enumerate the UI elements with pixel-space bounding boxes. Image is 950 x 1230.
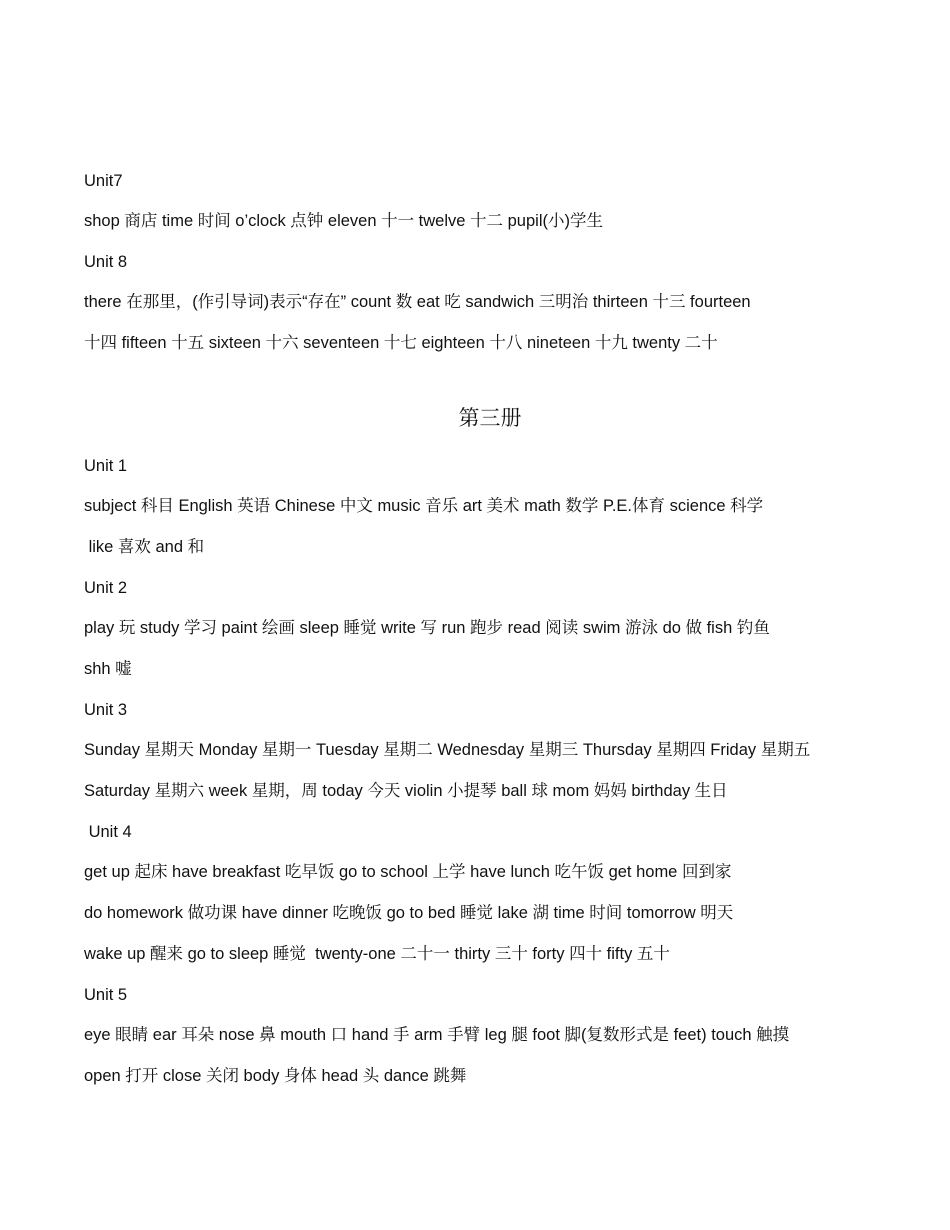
unit8-vocab-line-1: there 在那里，(作引导词)表示“存在” count 数 eat 吃 sandwich 三明治 thirteen 十三 fourteen — [84, 293, 751, 311]
unit1-vocab-line-1: subject 科目 English 英语 Chinese 中文 music 音乐 art 美术 math 数学 P.E.体育 science 科学 — [84, 497, 764, 515]
unit4-vocab-line-2: do homework 做功课 have dinner 吃晚饭 go to bed 睡觉 lake 湖 time 时间 tomorrow 明天 — [84, 904, 734, 922]
unit2-title: Unit 2 — [84, 579, 128, 597]
unit4-vocab-line-1: get up 起床 have breakfast 吃早饭 go to school 上学 have lunch 吃午饭 get home 回到家 — [84, 863, 732, 881]
unit4-title: Unit 4 — [84, 823, 132, 841]
unit4-vocab-line-3: wake up 醒来 go to sleep 睡觉 twenty-one 二十一 thirty 三十 forty 四十 fifty 五十 — [84, 945, 670, 963]
unit5-title: Unit 5 — [84, 986, 128, 1004]
unit7-vocab-line-1: shop 商店 time 时间 o’clock 点钟 eleven 十一 twelve 十二 pupil(小)学生 — [84, 212, 603, 230]
volume3-heading: 第三册 — [458, 406, 522, 430]
unit3-title: Unit 3 — [84, 701, 128, 719]
unit1-vocab-line-2: like 喜欢 and 和 — [84, 538, 205, 556]
unit8-vocab-line-2: 十四 fifteen 十五 sixteen 十六 seventeen 十七 eighteen 十八 nineteen 十九 twenty 二十 — [84, 334, 718, 352]
unit1-title: Unit 1 — [84, 457, 128, 475]
unit5-vocab-line-2: open 打开 close 关闭 body 身体 head 头 dance 跳舞 — [84, 1067, 467, 1085]
unit3-vocab-line-2: Saturday 星期六 week 星期，周 today 今天 violin 小提琴 ball 球 mom 妈妈 birthday 生日 — [84, 782, 728, 800]
unit2-vocab-line-2: shh 嘘 — [84, 660, 132, 678]
unit5-vocab-line-1: eye 眼睛 ear 耳朵 nose 鼻 mouth 口 hand 手 arm 手臂 leg 腿 foot 脚(复数形式是 feet) touch 触摸 — [84, 1026, 790, 1044]
unit3-vocab-line-1: Sunday 星期天 Monday 星期一 Tuesday 星期二 Wednesday 星期三 Thursday 星期四 Friday 星期五 — [84, 741, 811, 759]
unit2-vocab-line-1: play 玩 study 学习 paint 绘画 sleep 睡觉 write 写 run 跑步 read 阅读 swim 游泳 do 做 fish 钓鱼 — [84, 619, 770, 637]
unit7-title: Unit7 — [84, 172, 123, 190]
unit8-title: Unit 8 — [84, 253, 128, 271]
